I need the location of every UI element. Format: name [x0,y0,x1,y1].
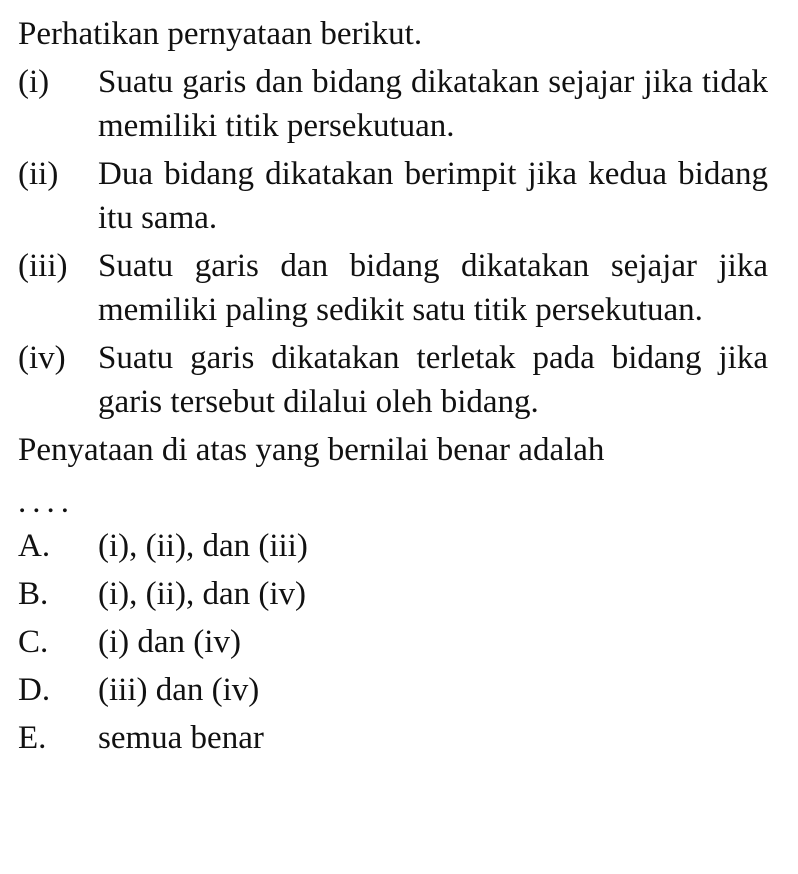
option-list [18,524,778,760]
intro-text: Perhatikan pernyataan berikut. [18,16,423,52]
option-c[interactable] [18,620,778,664]
statement-item [18,244,778,332]
statement-item [18,336,778,424]
option-text: (i) dan (iv) [98,624,241,660]
statement-text: Suatu garis dan bidang dikatakan sejajar jika memiliki paling sedikit satu titik persekutuan. [98,248,768,328]
option-letter: C. [18,624,49,660]
statement-text: Suatu garis dan bidang dikatakan sejajar jika tidak memiliki titik persekutuan. [98,64,768,144]
option-letter: D. [18,672,51,708]
statement-number: (i) [18,64,50,100]
option-text: (i), (ii), dan (iii) [98,528,308,564]
answer-blank-dots: .... [18,484,75,520]
statement-item [18,60,778,148]
statement-text: Dua bidang dikatakan berimpit jika kedua bidang itu sama. [98,156,768,236]
option-text: (i), (ii), dan (iv) [98,576,307,612]
option-d[interactable] [18,668,778,712]
statement-item [18,152,778,240]
question-prompt: Penyataan di atas yang bernilai benar adalah [18,432,605,468]
option-a[interactable] [18,524,778,568]
statement-list [18,60,778,424]
statement-number: (iv) [18,340,66,376]
question-document [18,12,778,764]
option-text: semua benar [98,720,264,756]
option-text: (iii) dan (iv) [98,672,260,708]
statement-number: (ii) [18,156,59,192]
option-letter: A. [18,528,51,564]
option-letter: B. [18,576,49,612]
statement-number: (iii) [18,248,68,284]
option-letter: E. [18,720,47,756]
option-e[interactable] [18,716,778,760]
option-b[interactable] [18,572,778,616]
statement-text: Suatu garis dikatakan terletak pada bidang jika garis tersebut dilalui oleh bidang. [98,340,768,420]
